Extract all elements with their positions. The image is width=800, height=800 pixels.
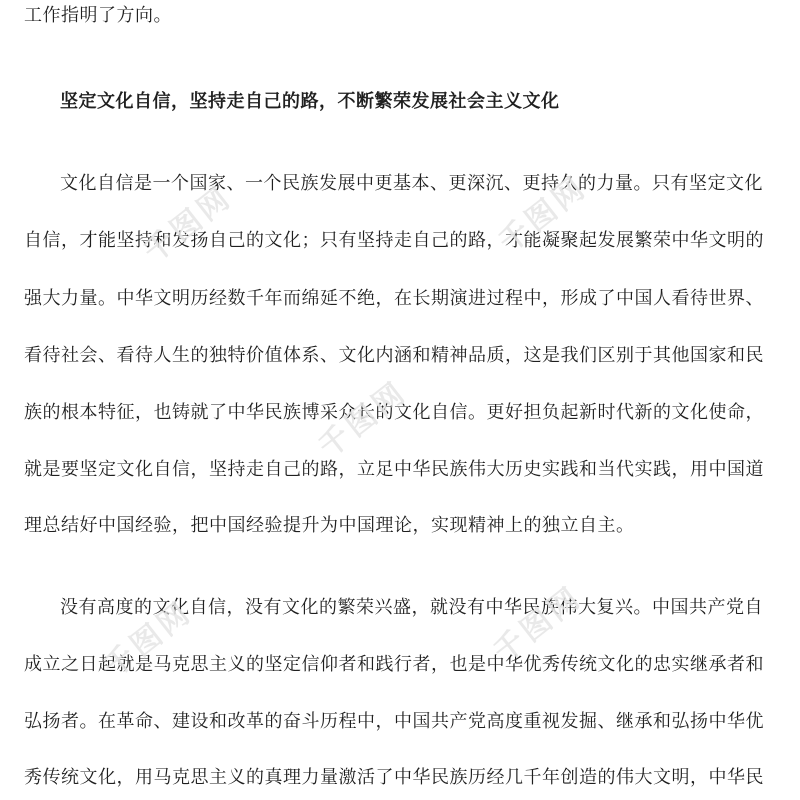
watermark-logo: 千图网 — [312, 374, 415, 465]
paragraph-line: 弘扬者。在革命、建设和改革的奋斗历程中，中国共产党高度重视发掘、继承和弘扬中华优 — [24, 711, 764, 732]
paragraph-line: 族的根本特征，也铸就了中华民族博采众长的文化自信。更好担负起新时代新的文化使命， — [24, 402, 764, 423]
paragraph-line: 文化自信是一个国家、一个民族发展中更基本、更深沉、更持久的力量。只有坚定文化 — [60, 173, 763, 194]
paragraph-line: 理总结好中国经验，把中国经验提升为中国理论，实现精神上的独立自主。 — [24, 515, 635, 536]
paragraph-line: 秀传统文化，用马克思主义的真理力量激活了中华民族历经几千年创造的伟大文明，中华民 — [24, 767, 764, 788]
paragraph-line: 成立之日起就是马克思主义的坚定信仰者和践行者，也是中华优秀传统文化的忠实继承者和 — [24, 654, 764, 675]
watermark-logo: 千图网 — [137, 179, 240, 270]
paragraph-line: 强大力量。中华文明历经数千年而绵延不绝，在长期演进过程中，形成了中国人看待世界、 — [24, 288, 764, 309]
watermark-logo: 千图网 — [487, 579, 590, 670]
paragraph-line: 看待社会、看待人生的独特价值体系、文化内涵和精神品质，这是我们区别于其他国家和民 — [24, 345, 764, 366]
paragraph-line: 自信，才能坚持和发扬自己的文化；只有坚持走自己的路，才能凝聚起发展繁荣中华文明的 — [24, 230, 764, 251]
paragraph-line: 工作指明了方向。 — [24, 5, 172, 26]
section-heading: 坚定文化自信，坚持走自己的路，不断繁荣发展社会主义文化 — [60, 91, 560, 112]
paragraph-line: 就是要坚定文化自信，坚持走自己的路，立足中华民族伟大历史实践和当代实践，用中国道 — [24, 459, 764, 480]
watermark-logo: 千图网 — [97, 594, 200, 685]
paragraph-line: 没有高度的文化自信，没有文化的繁荣兴盛，就没有中华民族伟大复兴。中国共产党自 — [60, 597, 763, 618]
watermark-logo: 千图网 — [492, 169, 595, 260]
